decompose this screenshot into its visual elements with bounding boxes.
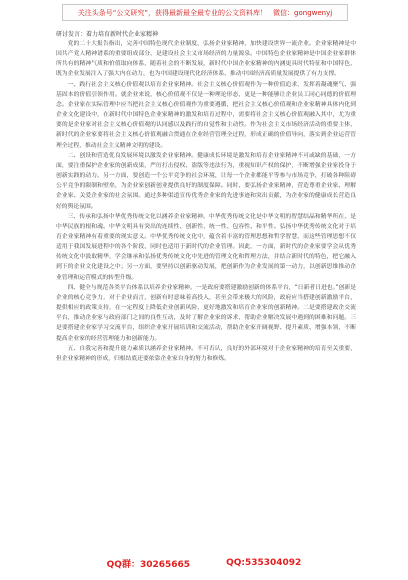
paragraph-section-2: 二、创设和营造优良发展环境以激发企业家精神。健康成长环境是激发和培育企业家精神不可或缺的基础，一方面，要注重保护企业家的创新成果，严厉打击侵权、盗版等违法行为，重视知识产权的保护，不断增强企业家投身于创新实践的动力。另一方面，要创造一个公平竞争的社会环境，让每一个企业都能平等参与市场竞争，打破各种阻碍公平竞争的限制和壁垒，为企业家创新创业提供良好的制度保障。同时，要弘扬企业家精神，营造尊重企业家、理解企业家、关爱企业家的社会氛围。通过多种渠道宣传优秀企业家的先进事迹和突出贡献，为企业家的健康成长营造良好的舆论氛围。 xyxy=(56,152,356,210)
footer-qq: QQ:535304092 xyxy=(226,558,302,568)
footer-contact xyxy=(0,556,408,570)
paragraph-section-3: 三、传承和弘扬中华优秀传统文化以涵养企业家精神。中华优秀传统文化是中华文明的智慧结晶和精华所在，是中华民族的根和魂。中华文明具有突出的连续性、创新性、统一性、包容性、和平性。弘扬中华优秀传统文化对于培育企业家精神有着重要的现实意义。中华优秀传统文化中，蕴含着丰富的管理思想和哲学智慧，而这些管理思想不仅适用于我国发展进程中的各个阶段，同时也适用于新时代的企业管理。因此，一方面，新时代的企业家要学会从优秀传统文化中汲取精华，学会继承和弘扬优秀传统文化中先进的管理文化和哲理方法，并结合新时代的特色，把它融入到下的企业文化建设之中；另一方面，要坚持以创新驱动发展，把创新作为企业发展的第一动力，以创新思维推动企业管理和运营模式的转型升级。 xyxy=(56,213,356,281)
document-body xyxy=(56,30,356,535)
banner-main-text: 关注头条号“公文研究”，获得最新最全最专业的公文资料库！ xyxy=(77,8,268,17)
top-banner[interactable] xyxy=(62,4,348,21)
banner-wechat-text: 微信：gongwenyj xyxy=(273,8,333,17)
paragraph-intro: 党的二十大报告指出，完善中国特色现代企业制度，弘扬企业家精神，加快建设世界一流企业。企业家精神是中国共产党人精神谱系的重要组成部分，是建设社会主义市场经济的力量源泉。中国特色企业家精神是中国企业家群体所共有的精神气质和价值取向体系，随着社会的不断发展，新时代中国企业家精神的内涵更具时代特征和中国特色，既为企业发展注入了强大内在动力，也为中国建设现代化经济体系、推动中国经济高质量发展提供了有力支撑。 xyxy=(56,41,356,78)
paragraph-section-1: 一、践行社会主义核心价值观以培育企业家精神。社会主义核心价值观作为一种价值追求，发挥着凝魂聚气、强基固本的价值引领作用。就企业来说，核心价值观不仅是一种理论形态，更是一种能够让企业员工同心同德的价值理念。企业家在实际管理中应当把社会主义核心价值观作为重要遵循，把社会主义核心价值观和企业家精神具体内化到企业文化建设中，在新时代中国特色企业家精神的激发和培育过程中，需要将社会主义核心价值观融入其中，尤为重要的是企业家对社会主义核心价值观的认同感以及践行的自觉性和主动性。作为社会主义市场经济活动的重要主体，新时代的企业家要将社会主义核心价值观融合贯通在企业经营管理全过程，形成正确的价值导向，落实到企业运营管理全过程，推动社会主义精神文明的建设。 xyxy=(56,81,356,149)
document-title: 研讨发言：着力培育新时代企业家精神 xyxy=(56,31,159,38)
footer-qq-group: QQ群：30265665 xyxy=(106,559,191,570)
paragraph-section-5: 五、自我完善和提升能力素质以涵养企业家精神。不可否认，良好的外部环境对于企业家精神的培育至关重要，但企业家精神的形成，归根结底还要依靠企业家自身的努力和修炼。 xyxy=(56,345,356,362)
paragraph-section-4: 四、健全与规范各类平台体系以培养企业家精神。一是政府要搭建激励创新的体系平台，“日新者日进也。”创新是企业的核心竞争力，对于企业而言，创新有时意味着高投入，甚至会带来极大的风险，政府应当搭建创新激励平台，提供相应的政策支持，在一定程度上降低企业创新风险，更好地激发和培育企业家的创新精神。二是要搭建政企交流平台，推动企业家与政府部门之间的良性互动，及时了解企业家的诉求，帮助企业解决发展中遇到的困难和问题。三是要搭建企业家学习交流平台，组织企业家开展培训和交流活动，帮助企业家开阔视野、提升素质、增强本领，不断提高企业家的经营管理能力和创新能力。 xyxy=(56,284,356,342)
